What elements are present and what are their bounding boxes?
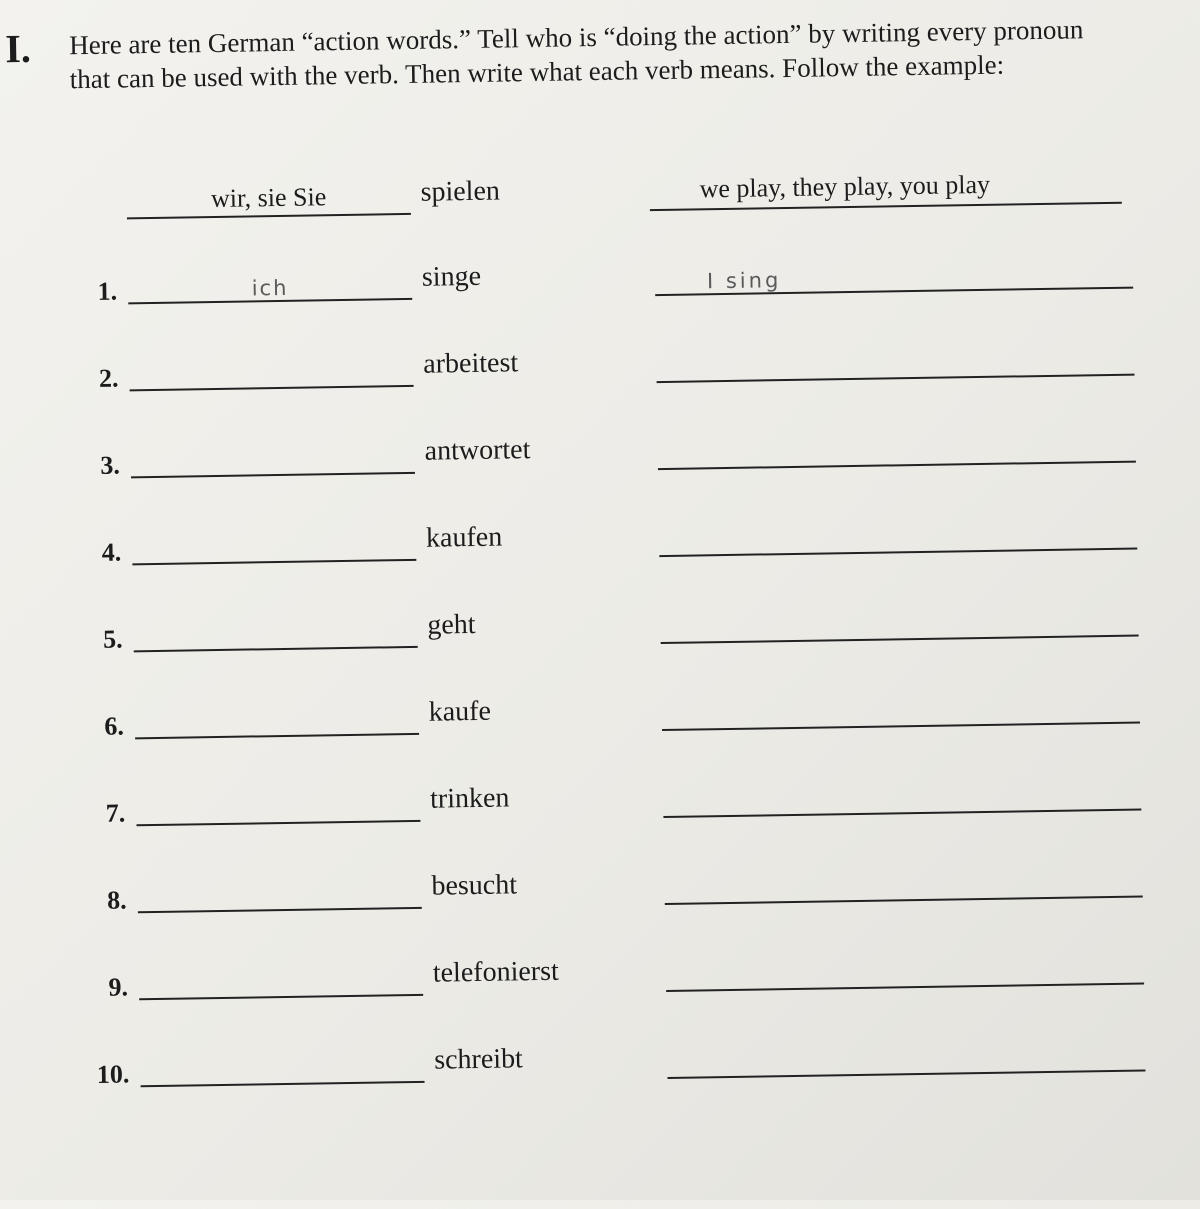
verb-label: singe (421, 260, 482, 293)
item-number: 8. (106, 885, 127, 915)
pronoun-blank[interactable] (129, 353, 413, 391)
example-verb: spielen (420, 175, 501, 208)
pronoun-blank[interactable] (136, 788, 420, 826)
item-number: 9. (108, 972, 129, 1002)
meaning-blank[interactable] (662, 690, 1140, 732)
meaning-blank[interactable] (657, 429, 1135, 471)
pronoun-blank[interactable] (128, 266, 412, 304)
meaning-blank[interactable] (659, 516, 1137, 558)
exercise-row (0, 582, 1200, 661)
item-number: 5. (102, 624, 123, 654)
verb-label: telefonierst (432, 955, 560, 989)
meaning-blank[interactable] (667, 1037, 1145, 1079)
exercise-row (1, 669, 1200, 748)
item-number: 2. (98, 363, 119, 393)
verb-label: trinken (429, 782, 510, 815)
example-meaning: we play, they play, you play (699, 169, 991, 204)
meaning-blank[interactable] (666, 951, 1144, 993)
meaning-blank[interactable] (660, 603, 1138, 645)
example-pronoun-blank (126, 181, 410, 219)
instructions-text: Here are ten German “action words.” Tell who is “doing the action” by writing every pronoun that can be used with the verb. Then write what each verb means. Follow the example: (68, 14, 1084, 95)
exercise-row (0, 408, 1198, 487)
exercise-row (7, 1017, 1200, 1096)
meaning-blank[interactable] (655, 255, 1133, 297)
exercise-row (0, 321, 1197, 400)
verb-label: geht (427, 608, 476, 641)
pronoun-blank[interactable] (135, 701, 419, 739)
handwritten-pronoun: ich (251, 275, 289, 301)
pronoun-blank[interactable] (133, 614, 417, 652)
meaning-blank[interactable] (664, 864, 1142, 906)
item-number: 4. (101, 537, 122, 567)
example-pronouns: wir, sie Sie (210, 182, 327, 214)
example-row (0, 149, 1194, 228)
item-number: 6. (104, 711, 125, 741)
meaning-blank[interactable] (663, 777, 1141, 819)
verb-label: kaufen (425, 521, 503, 554)
pronoun-blank[interactable] (132, 527, 416, 565)
verb-label: arbeitest (423, 347, 519, 380)
verb-label: antwortet (424, 434, 531, 467)
verb-label: schreibt (433, 1043, 524, 1076)
section-number: I. (4, 25, 32, 72)
exercise-row (0, 495, 1199, 574)
pronoun-blank[interactable] (139, 962, 423, 1000)
exercise-row (4, 843, 1200, 922)
item-number: 1. (97, 276, 118, 306)
item-number: 3. (100, 450, 121, 480)
pronoun-blank[interactable] (140, 1049, 424, 1087)
item-number: 10. (96, 1059, 130, 1089)
verb-label: kaufe (428, 695, 492, 728)
exercise-row (5, 930, 1200, 1009)
handwritten-meaning: I sing (706, 268, 782, 294)
item-number: 7. (105, 798, 126, 828)
exercise-row (3, 756, 1200, 835)
verb-label: besucht (431, 869, 518, 902)
exercise-row (0, 234, 1195, 313)
pronoun-blank[interactable] (130, 440, 414, 478)
example-meaning-blank (649, 170, 1121, 211)
meaning-blank[interactable] (656, 342, 1134, 384)
pronoun-blank[interactable] (137, 875, 421, 913)
